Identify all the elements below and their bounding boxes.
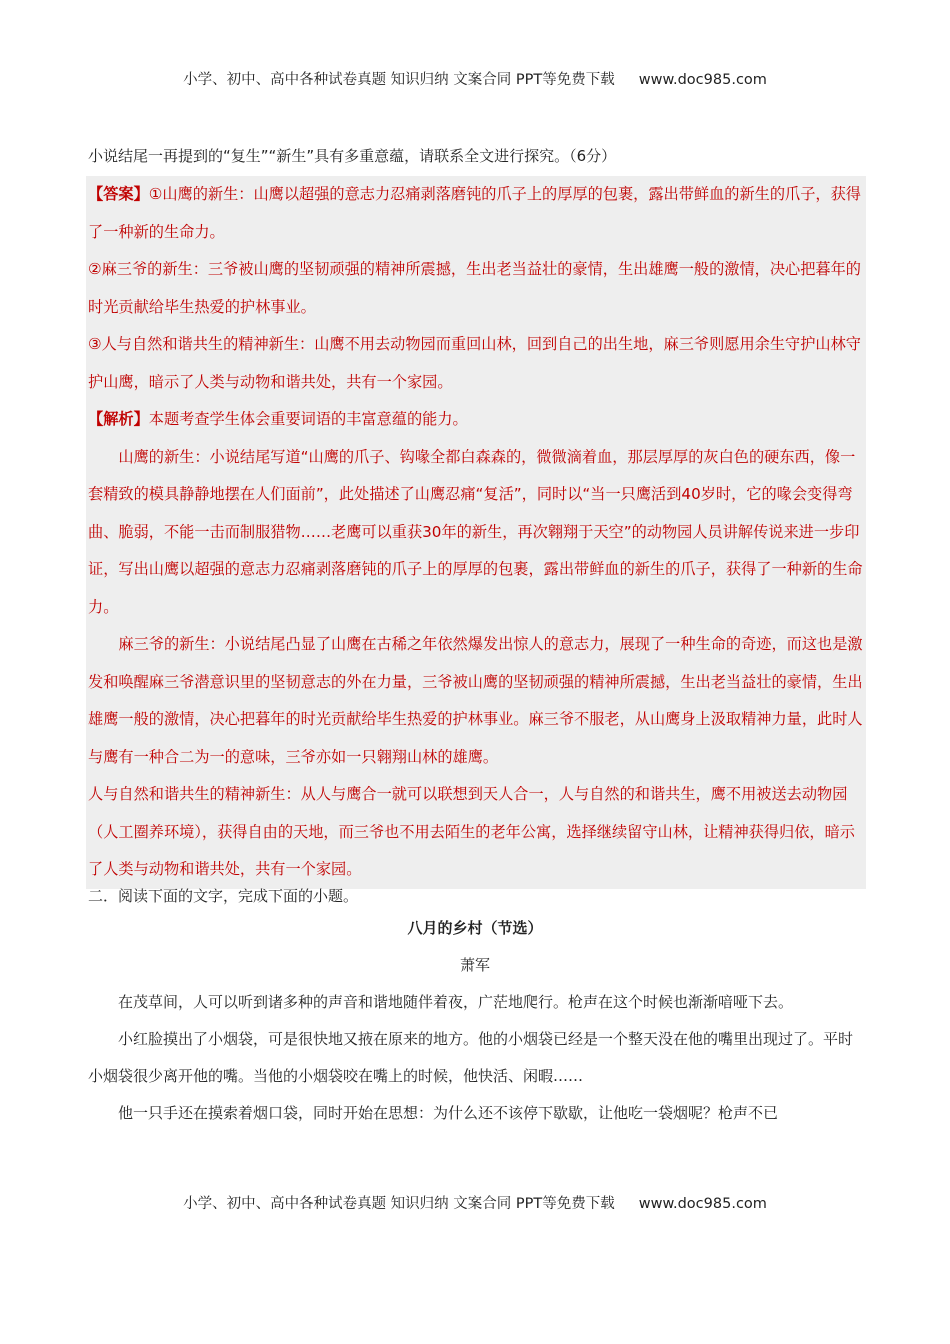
story-author: 萧军 <box>459 956 490 974</box>
answer-point-1: 【答案】①山鹰的新生：山鹰以超强的意志力忍痛剥落磨钝的爪子上的厚厚的包裹，露出带鲜血的新生的爪子，获得了一种新的生命力。 <box>88 185 861 241</box>
page-header <box>0 68 950 89</box>
footer-site-link[interactable]: www.doc985.com <box>638 1196 767 1212</box>
header-site-link[interactable]: www.doc985.com <box>638 72 767 88</box>
analysis-tag: 【解析】 <box>88 410 149 428</box>
analysis-paragraph-1: 山鹰的新生：小说结尾写道“山鹰的爪子、钩喙全都白森森的，微微滴着血，那层厚厚的灰白色的硬东西，像一套精致的模具静静地摆在人们面前”，此处描述了山鹰忍痛“复活”，同时以“当一只鹰活到40岁时，它的喙会变得弯曲、脆弱，不能一击而制服猎物……老鹰可以重获30年的新生，再次翱翔于天空”的动物园人员讲解传说来进一步印证，写出山鹰以超强的意志力忍痛剥落磨钝的爪子上的厚厚的包裹，露出带鲜血的新生的爪子，获得了一种新的生命力。 <box>88 447 863 616</box>
story-paragraph-3: 他一只手还在摸索着烟口袋，同时开始在思想：为什么还不该停下歇歇，让他吃一袋烟呢？枪声不已 <box>118 1104 779 1122</box>
answer-point-3: ③人与自然和谐共生的精神新生：山鹰不用去动物园而重回山林，回到自己的出生地，麻三爷则愿用余生守护山林守护山鹰，暗示了人类与动物和谐共处，共有一个家园。 <box>88 335 861 391</box>
answer-tag: 【答案】 <box>88 185 149 203</box>
page-footer <box>0 1192 950 1213</box>
answer-box <box>86 176 866 889</box>
story-paragraph-2: 小红脸摸出了小烟袋，可是很快地又掖在原来的地方。他的小烟袋已经是一个整天没在他的嘴里出现过了。平时小烟袋很少离开他的嘴。当他的小烟袋咬在嘴上的时候，他快活、闲暇…… <box>88 1030 854 1085</box>
question-text: 小说结尾一再提到的“复生”“新生”具有多重意蕴，请联系全文进行探究。（6分） <box>88 147 617 165</box>
answer-point-2: ②麻三爷的新生：三爷被山鹰的坚韧顽强的精神所震撼，生出老当益壮的豪情，生出雄鹰一般的激情，决心把暮年的时光贡献给毕生热爱的护林事业。 <box>88 260 861 316</box>
story-title: 八月的乡村（节选） <box>407 919 543 937</box>
footer-slogan: 小学、初中、高中各种试卷真题 知识归纳 文案合同 PPT等免费下载 <box>183 1196 615 1212</box>
story-body <box>88 984 864 1132</box>
analysis-intro: 【解析】本题考查学生体会重要词语的丰富意蕴的能力。 <box>88 410 468 428</box>
story-paragraph-1: 在茂草间，人可以听到诸多种的声音和谐地随伴着夜，广茫地爬行。枪声在这个时候也渐渐喑哑下去。 <box>118 993 794 1011</box>
section-2-heading: 二．阅读下面的文字，完成下面的小题。 <box>88 887 359 905</box>
analysis-paragraph-2: 麻三爷的新生：小说结尾凸显了山鹰在古稀之年依然爆发出惊人的意志力，展现了一种生命的奇迹，而这也是激发和唤醒麻三爷潜意识里的坚韧意志的外在力量，三爷被山鹰的坚韧顽强的精神所震撼，生出老当益壮的豪情，生出雄鹰一般的激情，决心把暮年的时光贡献给毕生热爱的护林事业。麻三爷不服老，从山鹰身上汲取精神力量，此时人与鹰有一种合二为一的意味，三爷亦如一只翱翔山林的雄鹰。 <box>88 635 863 766</box>
analysis-paragraph-3: 人与自然和谐共生的精神新生：从人与鹰合一就可以联想到天人合一，人与自然的和谐共生，鹰不用被送去动物园（人工圈养环境），获得自由的天地，而三爷也不用去陌生的老年公寓，选择继续留守山林，让精神获得归依，暗示了人类与动物和谐共处，共有一个家园。 <box>88 785 855 878</box>
header-slogan: 小学、初中、高中各种试卷真题 知识归纳 文案合同 PPT等免费下载 <box>183 72 615 88</box>
